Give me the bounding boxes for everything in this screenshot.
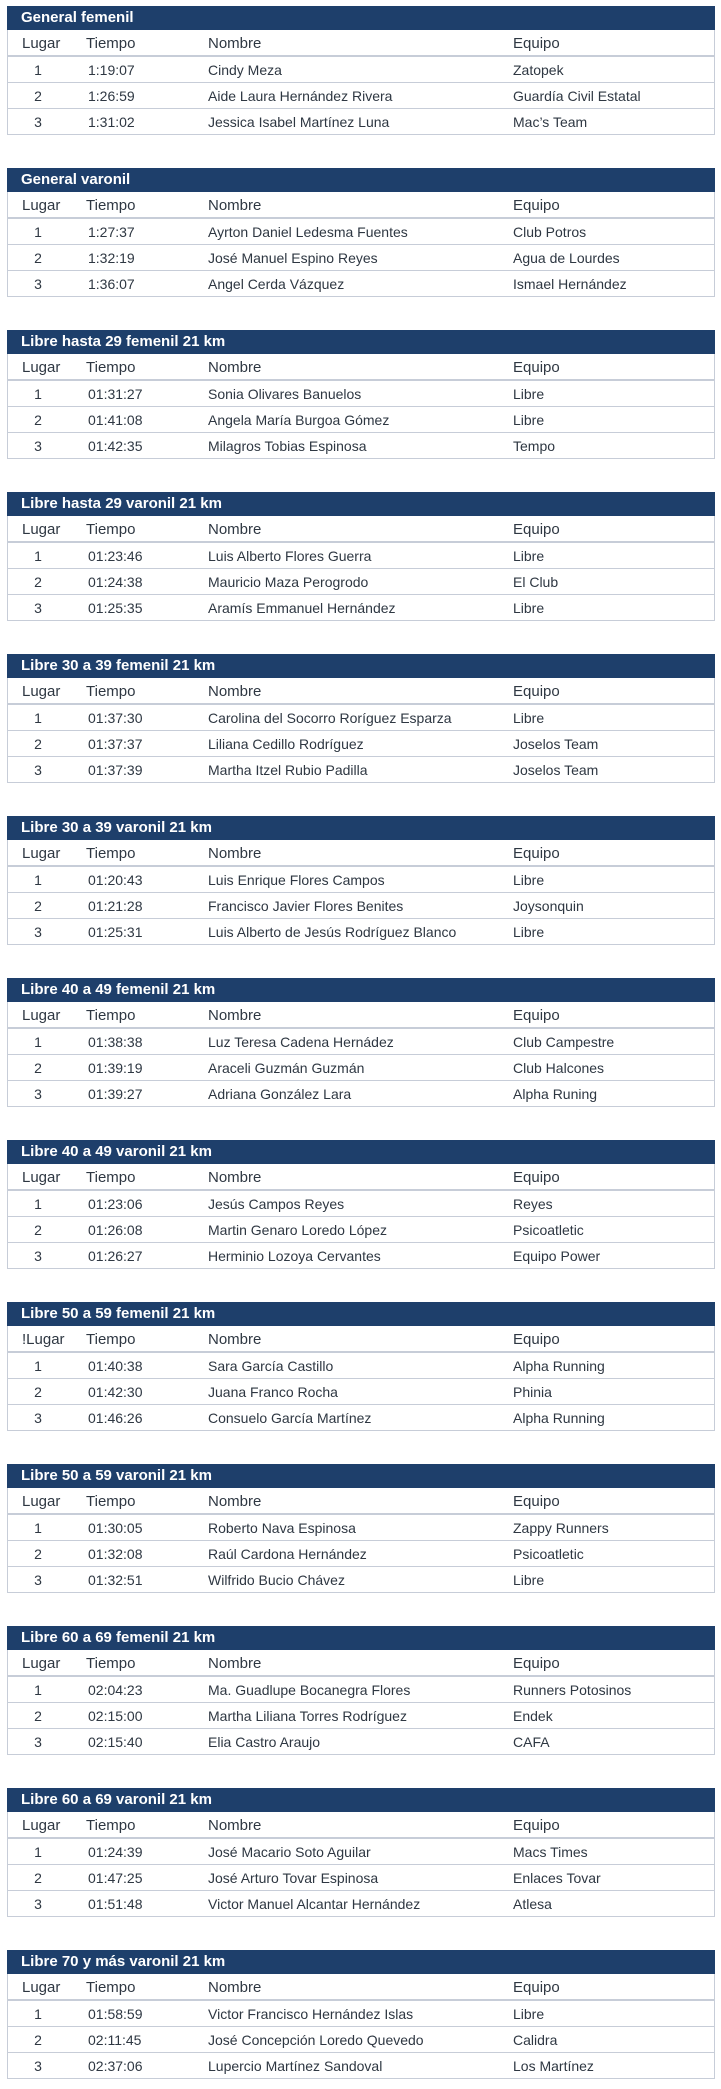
nombre-cell: Luis Alberto Flores Guerra [208, 548, 372, 564]
lugar-header: Lugar [22, 1007, 61, 1024]
tiempo-cell: 01:41:08 [88, 412, 143, 428]
lugar-header: Lugar [22, 521, 61, 538]
lugar-cell: 3 [34, 1734, 42, 1750]
lugar-cell: 3 [34, 600, 42, 616]
equipo-header: Equipo [513, 35, 560, 52]
results-table [7, 168, 715, 300]
lugar-cell: 1 [34, 548, 42, 564]
table-row [7, 756, 715, 783]
table-row [7, 432, 715, 459]
tiempo-cell: 02:37:06 [88, 2058, 143, 2074]
nombre-cell: Angel Cerda Vázquez [208, 276, 345, 292]
equipo-cell: Phinia [513, 1384, 552, 1400]
tiempo-cell: 1:32:19 [88, 250, 135, 266]
tiempo-cell: 02:15:40 [88, 1734, 143, 1750]
results-table [7, 816, 715, 948]
equipo-cell: Alpha Running [513, 1410, 605, 1426]
lugar-cell: 3 [34, 276, 42, 292]
equipo-cell: Joselos Team [513, 762, 599, 778]
equipo-cell: Libre [513, 548, 545, 564]
equipo-header: Equipo [513, 1007, 560, 1024]
nombre-cell: Sonia Olivares Banuelos [208, 386, 362, 402]
table-header-row [7, 1974, 715, 2001]
nombre-cell: Adriana González Lara [208, 1086, 352, 1102]
lugar-cell: 2 [34, 1060, 42, 1076]
lugar-cell: 1 [34, 872, 42, 888]
tiempo-cell: 02:15:00 [88, 1708, 143, 1724]
equipo-cell: Club Halcones [513, 1060, 605, 1076]
equipo-cell: Joselos Team [513, 736, 599, 752]
results-table [7, 1626, 715, 1758]
lugar-cell: 2 [34, 412, 42, 428]
category-title: Libre hasta 29 femenil 21 km [7, 330, 715, 354]
table-row [7, 1190, 715, 1217]
results-table [7, 1464, 715, 1596]
lugar-cell: 3 [34, 114, 42, 130]
table-row [7, 1216, 715, 1243]
nombre-cell: Victor Francisco Hernández Islas [208, 2006, 414, 2022]
nombre-cell: Mauricio Maza Perogrodo [208, 574, 369, 590]
nombre-cell: Cindy Meza [208, 62, 282, 78]
lugar-cell: 3 [34, 762, 42, 778]
lugar-cell: 3 [34, 1572, 42, 1588]
equipo-cell: Libre [513, 1572, 545, 1588]
table-row [7, 406, 715, 433]
lugar-cell: 3 [34, 1248, 42, 1264]
table-row [7, 866, 715, 893]
equipo-cell: Los Martínez [513, 2058, 594, 2074]
category-title: Libre 70 y más varonil 21 km [7, 1950, 715, 1974]
equipo-cell: Mac’s Team [513, 114, 588, 130]
tiempo-cell: 02:11:45 [88, 2032, 142, 2048]
tiempo-cell: 1:26:59 [88, 88, 135, 104]
nombre-cell: Raúl Cardona Hernández [208, 1546, 367, 1562]
tiempo-header: Tiempo [86, 521, 136, 538]
table-row [7, 56, 715, 83]
tiempo-cell: 01:47:25 [88, 1870, 143, 1886]
nombre-header: Nombre [208, 1331, 262, 1348]
table-row [7, 542, 715, 569]
tiempo-cell: 01:32:51 [88, 1572, 143, 1588]
table-row [7, 1028, 715, 1055]
lugar-cell: 2 [34, 250, 42, 266]
tiempo-header: Tiempo [86, 1331, 136, 1348]
tiempo-cell: 01:51:48 [88, 1896, 143, 1912]
tiempo-cell: 01:32:08 [88, 1546, 143, 1562]
equipo-cell: Libre [513, 600, 545, 616]
lugar-cell: 2 [34, 1546, 42, 1562]
tiempo-cell: 01:58:59 [88, 2006, 143, 2022]
table-header-row [7, 1002, 715, 1029]
lugar-cell: 1 [34, 386, 42, 402]
lugar-cell: 1 [34, 1034, 42, 1050]
tiempo-cell: 1:19:07 [88, 62, 135, 78]
nombre-cell: Roberto Nava Espinosa [208, 1520, 356, 1536]
nombre-cell: Ma. Guadlupe Bocanegra Flores [208, 1682, 411, 1698]
lugar-cell: 1 [34, 2006, 42, 2022]
equipo-cell: Libre [513, 2006, 545, 2022]
category-title: Libre 30 a 39 femenil 21 km [7, 654, 715, 678]
lugar-header: Lugar [22, 1817, 61, 1834]
lugar-cell: 1 [34, 1196, 42, 1212]
table-row [7, 1676, 715, 1703]
nombre-header: Nombre [208, 359, 262, 376]
nombre-header: Nombre [208, 845, 262, 862]
lugar-cell: 1 [34, 710, 42, 726]
equipo-cell: Agua de Lourdes [513, 250, 620, 266]
results-table [7, 1302, 715, 1434]
table-header-row [7, 1488, 715, 1515]
lugar-cell: 1 [34, 62, 42, 78]
table-row [7, 1378, 715, 1405]
table-header-row [7, 840, 715, 867]
equipo-header: Equipo [513, 1169, 560, 1186]
table-header-row [7, 1326, 715, 1353]
nombre-cell: Luis Alberto de Jesús Rodríguez Blanco [208, 924, 457, 940]
tiempo-cell: 01:24:38 [88, 574, 143, 590]
results-table [7, 978, 715, 1110]
tiempo-header: Tiempo [86, 683, 136, 700]
tiempo-cell: 01:24:39 [88, 1844, 143, 1860]
table-row [7, 594, 715, 621]
lugar-cell: 2 [34, 898, 42, 914]
table-row [7, 1890, 715, 1917]
table-row [7, 2000, 715, 2027]
equipo-cell: Libre [513, 872, 545, 888]
tiempo-cell: 01:25:35 [88, 600, 143, 616]
tiempo-header: Tiempo [86, 197, 136, 214]
nombre-cell: Luz Teresa Cadena Hernádez [208, 1034, 394, 1050]
equipo-cell: El Club [513, 574, 559, 590]
equipo-header: Equipo [513, 683, 560, 700]
equipo-header: Equipo [513, 1817, 560, 1834]
equipo-cell: Macs Times [513, 1844, 588, 1860]
tiempo-cell: 01:30:05 [88, 1520, 143, 1536]
nombre-cell: Wilfrido Bucio Chávez [208, 1572, 345, 1588]
nombre-header: Nombre [208, 683, 262, 700]
nombre-cell: Aide Laura Hernández Rivera [208, 88, 393, 104]
table-row [7, 704, 715, 731]
lugar-cell: 2 [34, 1222, 42, 1238]
category-title: General femenil [7, 6, 715, 30]
nombre-cell: Milagros Tobias Espinosa [208, 438, 367, 454]
category-title: Libre 30 a 39 varonil 21 km [7, 816, 715, 840]
nombre-cell: Jesús Campos Reyes [208, 1196, 345, 1212]
table-row [7, 1352, 715, 1379]
tiempo-cell: 01:37:37 [88, 736, 143, 752]
equipo-cell: Libre [513, 386, 545, 402]
table-row [7, 1566, 715, 1593]
nombre-cell: Araceli Guzmán Guzmán [208, 1060, 365, 1076]
table-row [7, 380, 715, 407]
table-row [7, 1540, 715, 1567]
tiempo-cell: 01:23:46 [88, 548, 143, 564]
tiempo-cell: 01:38:38 [88, 1034, 143, 1050]
table-row [7, 918, 715, 945]
lugar-cell: 3 [34, 1410, 42, 1426]
equipo-cell: Zappy Runners [513, 1520, 609, 1536]
tiempo-cell: 01:39:27 [88, 1086, 143, 1102]
table-row [7, 1702, 715, 1729]
nombre-header: Nombre [208, 197, 262, 214]
category-title: General varonil [7, 168, 715, 192]
lugar-cell: 1 [34, 1682, 42, 1698]
table-row [7, 1514, 715, 1541]
tiempo-cell: 01:37:30 [88, 710, 143, 726]
nombre-cell: José Manuel Espino Reyes [208, 250, 378, 266]
tiempo-cell: 01:26:27 [88, 1248, 143, 1264]
nombre-cell: Martha Liliana Torres Rodríguez [208, 1708, 407, 1724]
lugar-cell: 1 [34, 1844, 42, 1860]
nombre-cell: José Concepción Loredo Quevedo [208, 2032, 424, 2048]
equipo-cell: Calidra [513, 2032, 558, 2048]
equipo-header: Equipo [513, 845, 560, 862]
table-row [7, 1404, 715, 1431]
tiempo-header: Tiempo [86, 1817, 136, 1834]
lugar-header: Lugar [22, 197, 61, 214]
equipo-cell: Atlesa [513, 1896, 552, 1912]
tiempo-cell: 1:36:07 [88, 276, 135, 292]
tiempo-cell: 01:21:28 [88, 898, 143, 914]
tiempo-cell: 1:31:02 [88, 114, 135, 130]
table-row [7, 244, 715, 271]
category-title: Libre 50 a 59 femenil 21 km [7, 1302, 715, 1326]
equipo-header: Equipo [513, 197, 560, 214]
tiempo-cell: 01:31:27 [88, 386, 143, 402]
lugar-header: Lugar [22, 35, 61, 52]
table-row [7, 218, 715, 245]
equipo-cell: Libre [513, 924, 545, 940]
equipo-cell: Runners Potosinos [513, 1682, 632, 1698]
equipo-cell: Club Campestre [513, 1034, 615, 1050]
table-row [7, 1864, 715, 1891]
results-table [7, 492, 715, 624]
category-title: Libre 40 a 49 varonil 21 km [7, 1140, 715, 1164]
nombre-header: Nombre [208, 1493, 262, 1510]
nombre-cell: Juana Franco Rocha [208, 1384, 338, 1400]
nombre-header: Nombre [208, 35, 262, 52]
equipo-cell: Libre [513, 710, 545, 726]
table-header-row [7, 678, 715, 705]
category-title: Libre hasta 29 varonil 21 km [7, 492, 715, 516]
equipo-header: Equipo [513, 359, 560, 376]
equipo-cell: Alpha Running [513, 1358, 605, 1374]
lugar-header: !Lugar [22, 1331, 65, 1348]
equipo-cell: Club Potros [513, 224, 587, 240]
tiempo-cell: 01:42:35 [88, 438, 143, 454]
tiempo-cell: 01:26:08 [88, 1222, 143, 1238]
lugar-header: Lugar [22, 1979, 61, 1996]
equipo-header: Equipo [513, 1493, 560, 1510]
table-row [7, 1728, 715, 1755]
table-row [7, 2026, 715, 2053]
nombre-header: Nombre [208, 1169, 262, 1186]
tiempo-header: Tiempo [86, 35, 136, 52]
nombre-header: Nombre [208, 1007, 262, 1024]
tiempo-cell: 1:27:37 [88, 224, 135, 240]
nombre-cell: Francisco Javier Flores Benites [208, 898, 404, 914]
table-header-row [7, 192, 715, 219]
category-title: Libre 50 a 59 varonil 21 km [7, 1464, 715, 1488]
nombre-cell: Ayrton Daniel Ledesma Fuentes [208, 224, 408, 240]
nombre-cell: Lupercio Martínez Sandoval [208, 2058, 383, 2074]
nombre-cell: Victor Manuel Alcantar Hernández [208, 1896, 421, 1912]
table-header-row [7, 1164, 715, 1191]
tiempo-cell: 01:46:26 [88, 1410, 143, 1426]
lugar-cell: 3 [34, 1896, 42, 1912]
table-row [7, 108, 715, 135]
equipo-cell: Guardía Civil Estatal [513, 88, 641, 104]
nombre-cell: Angela María Burgoa Gómez [208, 412, 390, 428]
tiempo-header: Tiempo [86, 845, 136, 862]
tiempo-cell: 01:20:43 [88, 872, 143, 888]
nombre-cell: Sara García Castillo [208, 1358, 334, 1374]
lugar-cell: 3 [34, 2058, 42, 2074]
tiempo-header: Tiempo [86, 1007, 136, 1024]
lugar-cell: 2 [34, 2032, 42, 2048]
category-title: Libre 40 a 49 femenil 21 km [7, 978, 715, 1002]
table-header-row [7, 354, 715, 381]
table-header-row [7, 1650, 715, 1677]
nombre-header: Nombre [208, 521, 262, 538]
lugar-header: Lugar [22, 683, 61, 700]
equipo-cell: Libre [513, 412, 545, 428]
nombre-cell: José Arturo Tovar Espinosa [208, 1870, 379, 1886]
nombre-header: Nombre [208, 1655, 262, 1672]
lugar-cell: 3 [34, 924, 42, 940]
category-title: Libre 60 a 69 varonil 21 km [7, 1788, 715, 1812]
tiempo-header: Tiempo [86, 1493, 136, 1510]
lugar-cell: 2 [34, 1384, 42, 1400]
table-row [7, 892, 715, 919]
results-table [7, 654, 715, 786]
nombre-cell: Martin Genaro Loredo López [208, 1222, 387, 1238]
equipo-cell: Tempo [513, 438, 556, 454]
lugar-header: Lugar [22, 1655, 61, 1672]
nombre-cell: Aramís Emmanuel Hernández [208, 600, 396, 616]
nombre-cell: Liliana Cedillo Rodríguez [208, 736, 364, 752]
tiempo-cell: 01:39:19 [88, 1060, 143, 1076]
lugar-cell: 2 [34, 88, 42, 104]
nombre-cell: Jessica Isabel Martínez Luna [208, 114, 390, 130]
lugar-header: Lugar [22, 845, 61, 862]
equipo-cell: Joysonquin [513, 898, 584, 914]
results-table [7, 1788, 715, 1920]
results-table [7, 1140, 715, 1272]
equipo-cell: Enlaces Tovar [513, 1870, 601, 1886]
results-table [7, 330, 715, 462]
lugar-cell: 3 [34, 1086, 42, 1102]
equipo-cell: Ismael Hernández [513, 276, 627, 292]
table-row [7, 2052, 715, 2079]
nombre-cell: Herminio Lozoya Cervantes [208, 1248, 381, 1264]
equipo-header: Equipo [513, 1979, 560, 1996]
tiempo-cell: 01:37:39 [88, 762, 143, 778]
table-row [7, 568, 715, 595]
lugar-cell: 2 [34, 574, 42, 590]
equipo-cell: CAFA [513, 1734, 550, 1750]
tiempo-cell: 02:04:23 [88, 1682, 143, 1698]
table-row [7, 1080, 715, 1107]
nombre-cell: José Macario Soto Aguilar [208, 1844, 371, 1860]
equipo-cell: Psicoatletic [513, 1222, 584, 1238]
lugar-header: Lugar [22, 359, 61, 376]
lugar-cell: 1 [34, 1358, 42, 1374]
tiempo-header: Tiempo [86, 359, 136, 376]
table-header-row [7, 516, 715, 543]
equipo-cell: Endek [513, 1708, 553, 1724]
lugar-header: Lugar [22, 1493, 61, 1510]
table-header-row [7, 1812, 715, 1839]
equipo-header: Equipo [513, 1331, 560, 1348]
lugar-cell: 2 [34, 736, 42, 752]
tiempo-header: Tiempo [86, 1169, 136, 1186]
lugar-cell: 1 [34, 224, 42, 240]
equipo-header: Equipo [513, 521, 560, 538]
tiempo-cell: 01:23:06 [88, 1196, 143, 1212]
nombre-cell: Carolina del Socorro Roríguez Esparza [208, 710, 452, 726]
table-row [7, 1054, 715, 1081]
tiempo-header: Tiempo [86, 1655, 136, 1672]
category-title: Libre 60 a 69 femenil 21 km [7, 1626, 715, 1650]
tiempo-cell: 01:40:38 [88, 1358, 143, 1374]
lugar-cell: 2 [34, 1870, 42, 1886]
equipo-cell: Reyes [513, 1196, 553, 1212]
nombre-cell: Consuelo García Martínez [208, 1410, 372, 1426]
equipo-cell: Equipo Power [513, 1248, 601, 1264]
table-row [7, 730, 715, 757]
nombre-cell: Martha Itzel Rubio Padilla [208, 762, 368, 778]
tiempo-cell: 01:25:31 [88, 924, 143, 940]
tiempo-header: Tiempo [86, 1979, 136, 1996]
results-table [7, 6, 715, 138]
table-row [7, 270, 715, 297]
results-table [7, 1950, 715, 2082]
equipo-cell: Psicoatletic [513, 1546, 584, 1562]
equipo-header: Equipo [513, 1655, 560, 1672]
lugar-cell: 1 [34, 1520, 42, 1536]
table-row [7, 82, 715, 109]
table-header-row [7, 30, 715, 57]
lugar-cell: 3 [34, 438, 42, 454]
tiempo-cell: 01:42:30 [88, 1384, 143, 1400]
lugar-cell: 2 [34, 1708, 42, 1724]
equipo-cell: Zatopek [513, 62, 564, 78]
nombre-cell: Elia Castro Araujo [208, 1734, 321, 1750]
nombre-header: Nombre [208, 1979, 262, 1996]
table-row [7, 1838, 715, 1865]
table-row [7, 1242, 715, 1269]
lugar-header: Lugar [22, 1169, 61, 1186]
nombre-header: Nombre [208, 1817, 262, 1834]
equipo-cell: Alpha Runing [513, 1086, 598, 1102]
nombre-cell: Luis Enrique Flores Campos [208, 872, 385, 888]
